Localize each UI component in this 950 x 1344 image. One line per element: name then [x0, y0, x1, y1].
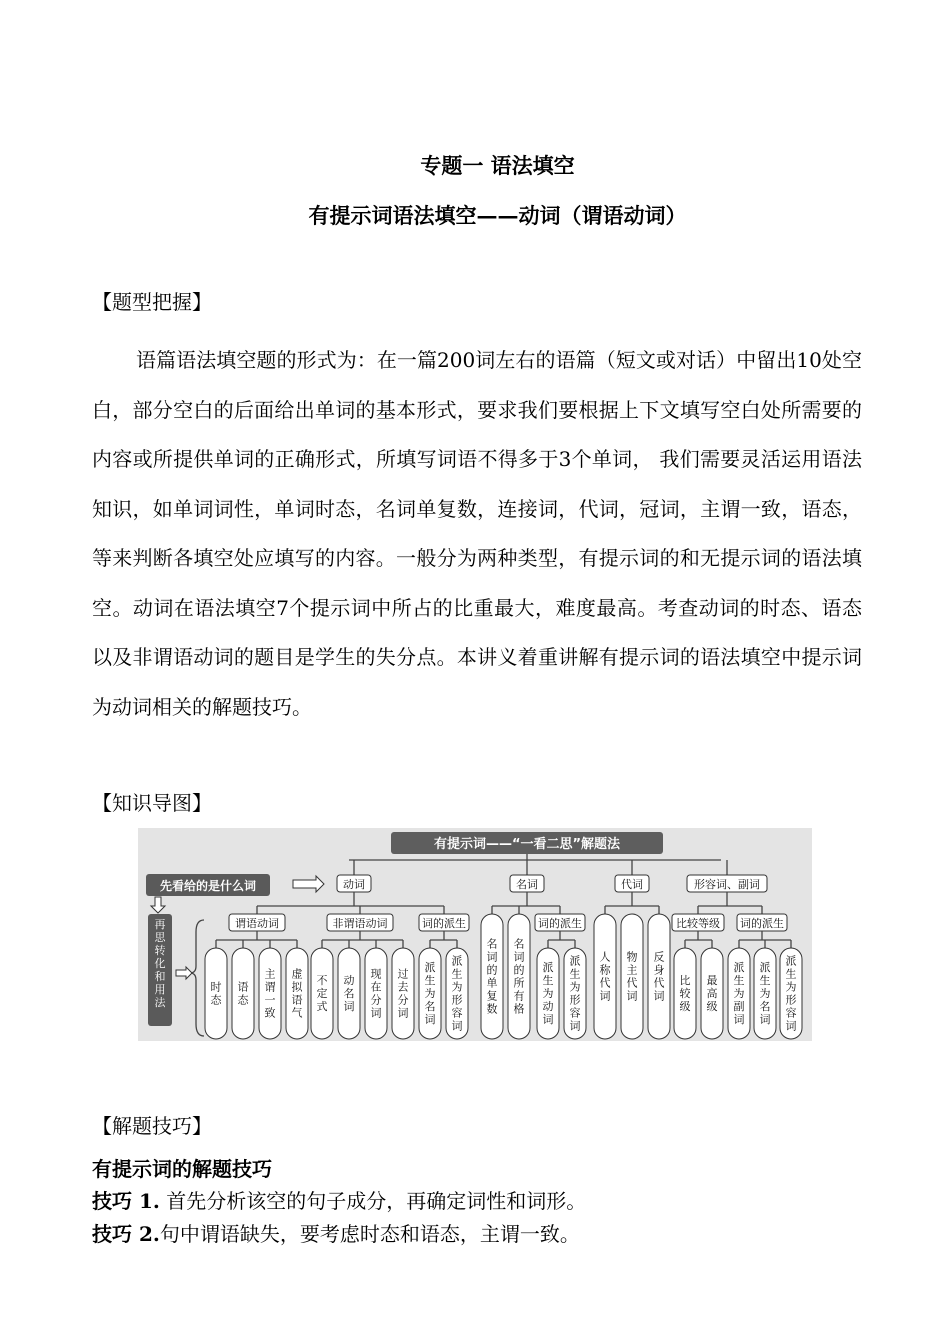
- leaf-label-17: 比较级: [679, 974, 691, 1013]
- leaf-label-6: 现在分词: [370, 967, 382, 1020]
- section-heading-mind-map: 【知识导图】: [92, 791, 212, 815]
- leaf-label-19: 派生为副词: [733, 961, 745, 1026]
- category-label-0: 动词: [343, 878, 365, 891]
- leaf-label-15: 物主代词: [626, 950, 638, 1003]
- think-usage-label: 再思转化和用法: [154, 918, 166, 1009]
- leaf-label-18: 最高级: [706, 974, 718, 1013]
- tip-1-text: 首先分析该空的句子成分，再确定词性和词形。: [159, 1189, 587, 1213]
- subcategory-label-4: 比较等级: [676, 917, 720, 930]
- tip-1: [92, 1185, 586, 1214]
- subcategory-label-0: 谓语动词: [235, 917, 279, 930]
- knowledge-mind-map: [138, 828, 812, 1041]
- leaf-label-13: 派生为形容词: [569, 954, 581, 1033]
- leaf-label-14: 人称代词: [599, 950, 611, 1003]
- section-heading-question-type: 【题型把握】: [92, 290, 212, 314]
- leaf-label-12: 派生为动词: [542, 961, 554, 1026]
- leaf-label-2: 主谓一致: [264, 967, 276, 1020]
- leaf-label-20: 派生为名词: [759, 961, 771, 1026]
- subcategory-label-3: 词的派生: [538, 917, 582, 930]
- leaf-label-1: 语态: [237, 980, 249, 1007]
- intro-paragraph: 语篇语法填空题的形式为：在一篇200词左右的语篇（短文或对话）中留出10处空白，部分空白的后面给出单词的基本形式，要求我们要根据上下文填写空白处所需要的内容或所提供单词的正确形式，所填写词语不得多于3个单词， 我们需要灵活运用语法知识，如单词词性，单词时态，名词单复数，连接词，代词，冠词，主谓一致，语态，等来判断各填空处应填写的内容。一般分为两种类型，有提示词的和无提示词的语法填空。动词在语法填空7个提示词中所占的比重最大，难度最高。考查动词的时态、语态以及非谓语动词的题目是学生的失分点。本讲义着重讲解有提示词的语法填空中提示词为动词相关的解题技巧。: [92, 348, 862, 719]
- subcategory-label-5: 词的派生: [740, 917, 784, 930]
- leaf-label-7: 过去分词: [397, 967, 409, 1020]
- tip-2-label: 技巧 2.: [92, 1222, 160, 1246]
- page-subtitle: 有提示词语法填空——动词（谓语动词）: [308, 203, 687, 228]
- subcategory-label-1: 非谓语动词: [332, 917, 388, 930]
- tips-title: 有提示词的解题技巧: [92, 1157, 272, 1181]
- leaf-label-0: 时态: [210, 980, 222, 1007]
- leaf-label-5: 动名词: [343, 974, 355, 1013]
- mind-map-header-text: 有提示词——“一看二思”解题法: [433, 837, 621, 852]
- leaf-label-16: 反身代词: [653, 950, 665, 1003]
- page-title: 专题一 语法填空: [420, 153, 575, 178]
- category-label-3: 形容词、副词: [694, 878, 760, 891]
- mind-map-svg: [138, 828, 812, 1041]
- tip-1-label: 技巧 1.: [92, 1189, 160, 1213]
- leaf-label-10: 名词的单复数: [486, 937, 498, 1016]
- leaf-label-9: 派生为形容词: [451, 954, 463, 1033]
- subcategory-label-2: 词的派生: [422, 917, 466, 930]
- tip-2-text: 句中谓语缺失，要考虑时态和语态，主谓一致。: [159, 1222, 580, 1246]
- leaf-label-21: 派生为形容词: [785, 954, 797, 1033]
- leaf-label-3: 虚拟语气: [291, 967, 303, 1020]
- leaf-label-11: 名词的所有格: [513, 937, 525, 1016]
- tip-2: [92, 1218, 580, 1247]
- section-heading-tips: 【解题技巧】: [92, 1114, 212, 1138]
- see-what-word-label: 先看给的是什么词: [159, 879, 257, 893]
- leaf-label-4: 不定式: [316, 974, 328, 1013]
- category-label-1: 名词: [516, 878, 538, 891]
- leaf-label-8: 派生为名词: [424, 961, 436, 1026]
- category-label-2: 代词: [621, 878, 643, 891]
